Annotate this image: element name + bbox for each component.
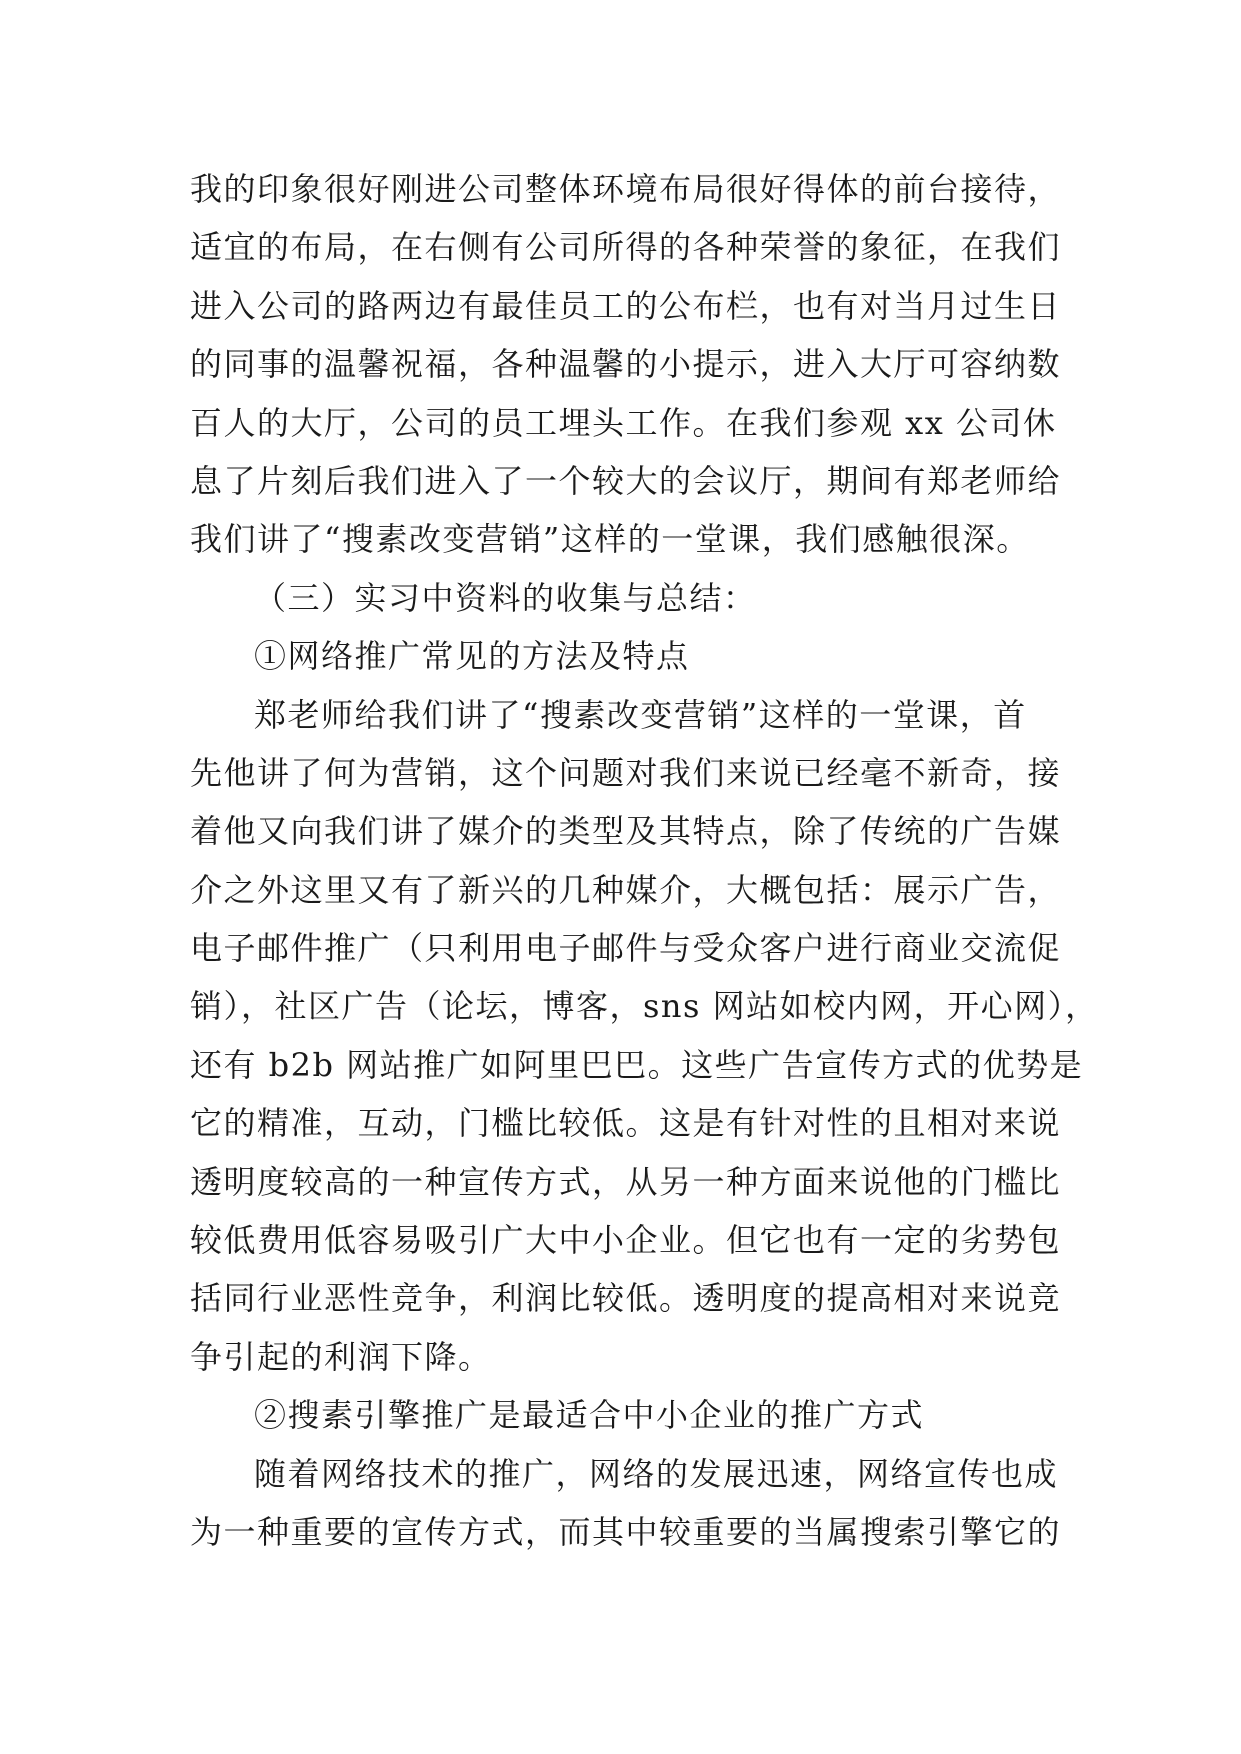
text-line: 进入公司的路两边有最佳员工的公布栏，也有对当月过生日 bbox=[190, 286, 1062, 325]
text-line: 介之外这里又有了新兴的几种媒介，大概包括：展示广告， bbox=[190, 870, 1062, 909]
text-line: 的同事的温馨祝福，各种温馨的小提示，进入大厅可容纳数 bbox=[190, 345, 1062, 384]
text-line: 适宜的布局，在右侧有公司所得的各种荣誉的象征，在我们 bbox=[190, 228, 1062, 267]
text-line: 括同行业恶性竞争，利润比较低。透明度的提高相对来说竞 bbox=[190, 1279, 1062, 1318]
section-heading: （三）实习中资料的收集与总结： bbox=[254, 578, 757, 617]
text-line: 郑老师给我们讲了“搜素改变营销”这样的一堂课，首 bbox=[254, 695, 1027, 734]
text-line: 销），社区广告（论坛，博客，sns 网站如校内网，开心网）， bbox=[190, 987, 1099, 1026]
text-line: 随着网络技术的推广，网络的发展迅速，网络宣传也成 bbox=[254, 1454, 1059, 1493]
text-line: 争引起的利润下降。 bbox=[190, 1337, 492, 1376]
text-line: 为一种重要的宣传方式，而其中较重要的当属搜索引擎它的 bbox=[190, 1512, 1062, 1551]
body-text bbox=[190, 160, 1099, 1561]
text-line: 较低费用低容易吸引广大中小企业。但它也有一定的劣势包 bbox=[190, 1221, 1062, 1260]
text-line: 透明度较高的一种宣传方式，从另一种方面来说他的门槛比 bbox=[190, 1162, 1062, 1201]
subsection-heading: ②搜素引擎推广是最适合中小企业的推广方式 bbox=[254, 1396, 925, 1435]
text-line: 先他讲了何为营销，这个问题对我们来说已经毫不新奇，接 bbox=[190, 753, 1062, 792]
text-line: 百人的大厅，公司的员工埋头工作。在我们参观 xx 公司休 bbox=[190, 403, 1057, 442]
text-line: 它的精准，互动，门槛比较低。这是有针对性的且相对来说 bbox=[190, 1104, 1062, 1143]
text-line: 还有 b2b 网站推广如阿里巴巴。这些广告宣传方式的优势是 bbox=[190, 1045, 1084, 1084]
text-line: 我的印象很好刚进公司整体环境布局很好得体的前台接待， bbox=[190, 170, 1062, 208]
text-line: 息了片刻后我们进入了一个较大的会议厅，期间有郑老师给 bbox=[190, 461, 1062, 500]
text-line: 电子邮件推广（只利用电子邮件与受众客户进行商业交流促 bbox=[190, 929, 1062, 968]
text-line: 着他又向我们讲了媒介的类型及其特点，除了传统的广告媒 bbox=[190, 812, 1062, 851]
subsection-heading: ①网络推广常见的方法及特点 bbox=[254, 637, 690, 676]
text-line: 我们讲了“搜素改变营销”这样的一堂课，我们感触很深。 bbox=[190, 520, 1030, 559]
